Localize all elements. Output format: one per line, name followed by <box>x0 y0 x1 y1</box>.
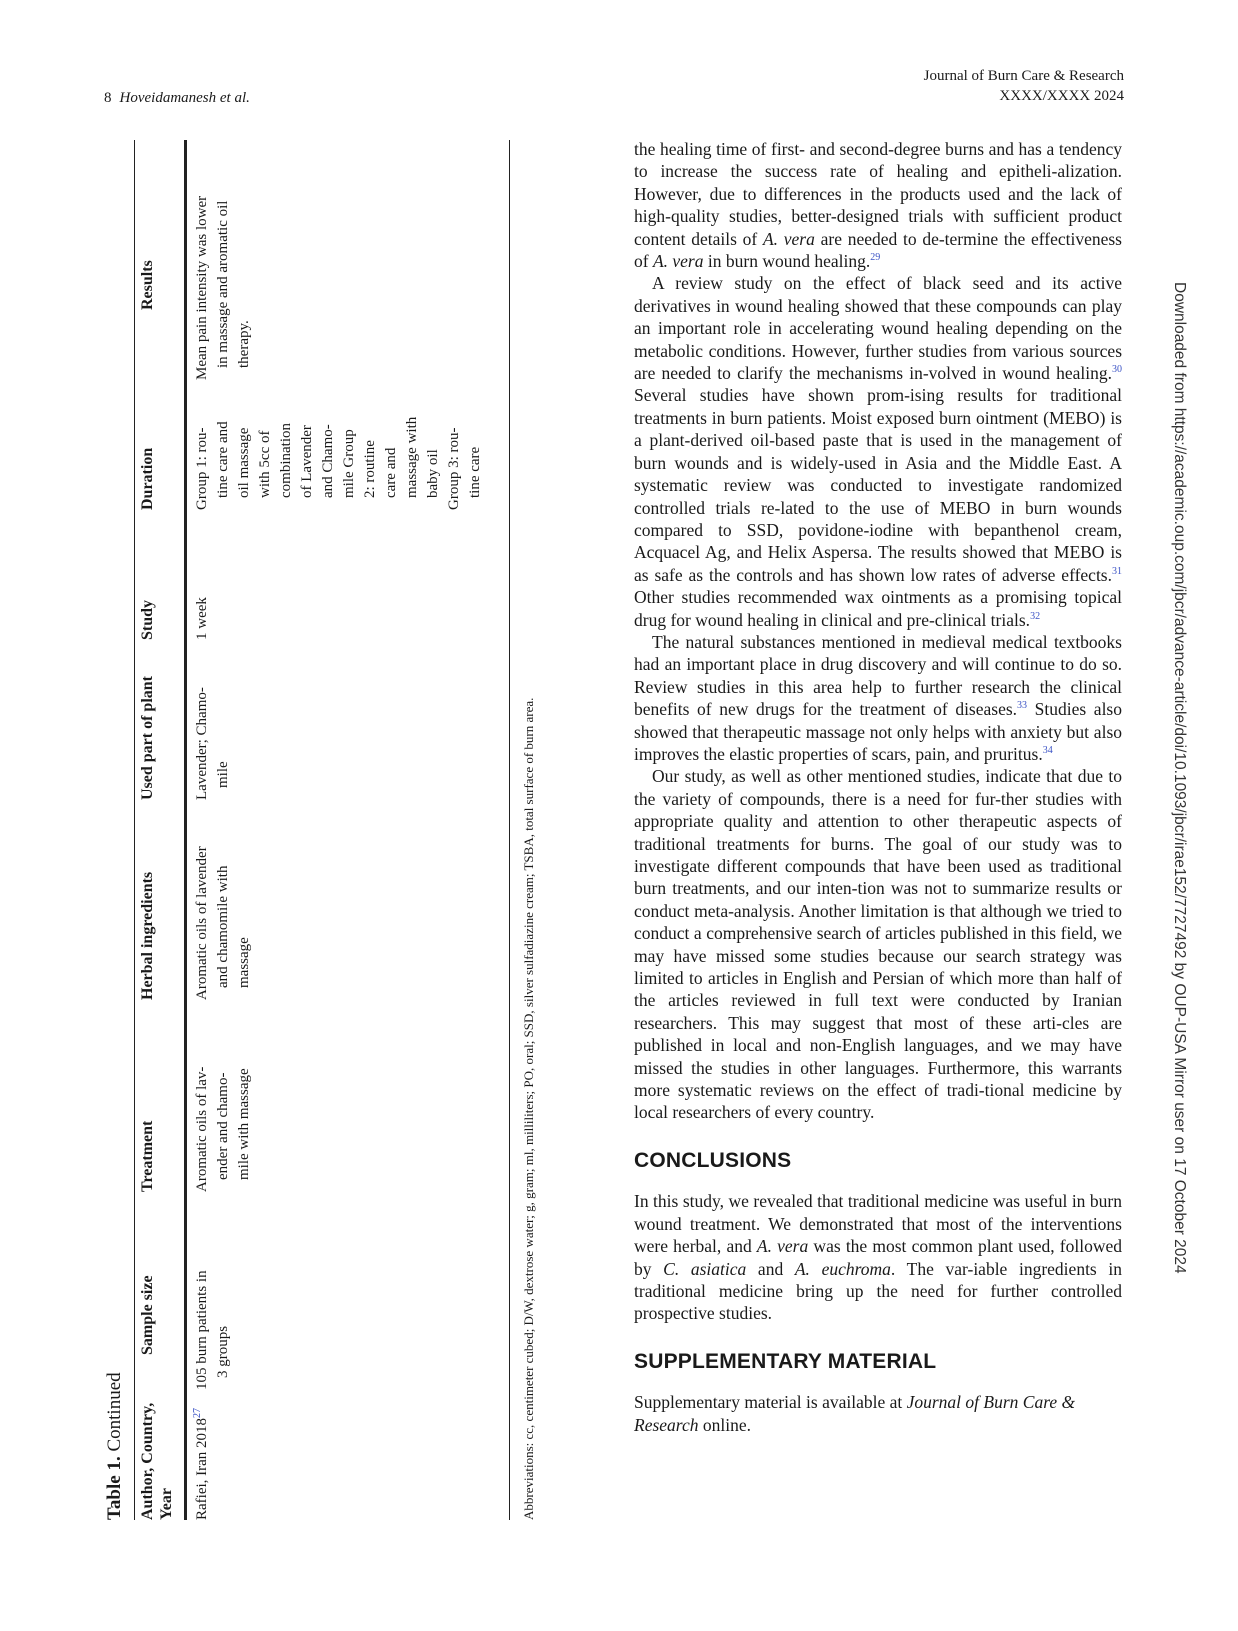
cell-study: 1 week <box>194 597 210 640</box>
journal-volume: XXXX/XXXX 2024 <box>999 88 1124 104</box>
running-header-left <box>104 88 250 108</box>
table-title-text: Continued <box>104 1372 125 1452</box>
cell-duration: Group 1: rou- tine care and oil massage with 5cc of combination of Lavender and Chamo- mile Group 2: routine care and massage with baby oil Group 3: rou- tine care <box>194 416 483 510</box>
page-number: 8 <box>104 90 112 106</box>
running-header-right <box>924 66 1124 106</box>
paragraph-4: Our study, as well as other mentioned studies, indicate that due to the variety of compounds, there is a need for fur-ther studies with appropriate quality and attention to other therapeutic aspects of traditional treatments for burns. The goal of our study was to investigate different compounds that have been used as traditional burn treatments, and our inten-tion was not to summarize results or conduct meta-analysis. Another limitation is that although we tried to conduct a comprehensive search of articles published in this field, we may have missed some studies because our search strategy was limited to articles in English and Persian of which more than half of the articles reviewed in full text were conducted by Iranian researchers. This may suggest that most of these arti-cles are published in local and non-English languages, and we may have missed the studies in other languages. Furthermore, this warrants more systematic reviews on the effect of tradi-tional medicine by local researchers of every country. <box>634 766 1122 1123</box>
body-column <box>634 138 1122 1436</box>
ref-31[interactable]: 31 <box>1112 565 1122 577</box>
col-header-sample-size: Sample size <box>139 1275 156 1355</box>
col-header-results: Results <box>139 260 156 310</box>
cell-author: Rafiei, Iran 2018$^{27}$ <box>192 1407 210 1520</box>
paragraph-2: A review study on the effect of black seed and its active derivatives in wound healing showed that these compounds can play an important role in accelerating wound healing depending on the metabolic conditions. However, further studies from various sources are needed to clarify the mechanisms in-volved in wound healing.$^{30}$ Several studies have shown prom-ising results for traditional treatments in burn patients. Moist exposed burn ointment (MEBO) is a plant-derived oil-based paste that is used in the management of burn wounds and is widely-used in Asia and the Middle East. A systematic review was conducted to investigate randomized controlled trials re-lated to the use of MEBO in burn wounds compared to SSD, povidone-iodine with bepanthenol cream, Acquacel Ag, and Helix Aspersa. The results showed that MEBO is as safe as the controls and has shown low rates of adverse effects.$^{31}$ Other studies recommended wax ointments as a promising topical drug for wound healing in clinical and pre-clinical trials.$^{32}$ <box>634 273 1122 630</box>
col-header-herbal-ingredients: Herbal ingredients <box>139 871 156 1000</box>
cell-sample-size: 105 burn patients in 3 groups <box>194 1270 231 1390</box>
cell-results: Mean pain intensity was lower in massage and aromatic oil therapy. <box>194 195 252 380</box>
ref-29[interactable]: 29 <box>870 252 881 264</box>
conclusions-paragraph: In this study, we revealed that traditional medicine was useful in burn wound treatment. We demonstrated that most of the interventions were herbal, and A. vera was the most common plant used, followed by C. asiatica and A. euchroma. The var-iable ingredients in traditional medicine bring up the need for further controlled prospective studies. <box>634 1191 1123 1324</box>
ref-32[interactable]: 32 <box>1030 610 1041 622</box>
cell-treatment: Aromatic oils of lav- ender and chamo- mile with massage <box>194 1066 252 1192</box>
ref-30[interactable]: 30 <box>1112 364 1122 376</box>
supplementary-heading: SUPPLEMENTARY MATERIAL <box>634 1349 937 1373</box>
paragraph-1: the healing time of first- and second-degree burns and has a tendency to increase the success rate of healing and epitheli-alization. However, due to differences in the products used and the lack of high-quality studies, better-designed trials with sufficient product content details of A. vera are needed to de-termine the effectiveness of A. vera in burn wound healing.$^{29}$ <box>634 139 1122 272</box>
running-authors: Hoveidamanesh et al. <box>119 90 250 106</box>
supplementary-paragraph: Supplementary material is available at Journal of Burn Care & Research online. <box>634 1392 1076 1435</box>
paragraph-3: The natural substances mentioned in medieval medical textbooks had an important place in drug discovery and will continue to do so. Review studies in this area help to further research the clinical benefits of new drugs for the treatment of diseases.$^{33}$ Studies also showed that therapeutic massage not only helps with anxiety but also improves the elastic properties of scars, pain, and pruritus.$^{34}$ <box>634 631 1122 764</box>
table-label: Table 1. <box>104 1456 125 1520</box>
table-rule-bottom <box>509 140 510 1520</box>
table-1-rotated <box>96 140 556 1520</box>
col-header-study: Study <box>139 599 156 640</box>
journal-name: Journal of Burn Care & Research <box>923 68 1124 84</box>
col-header-treatment: Treatment <box>139 1120 156 1192</box>
conclusions-heading: CONCLUSIONS <box>634 1148 792 1172</box>
cell-herbal-ingredients: Aromatic oils of lavender and chamomile with massage <box>194 846 252 1000</box>
col-header-author: Author, Country, Year <box>139 1402 175 1520</box>
ref-34[interactable]: 34 <box>1042 745 1053 757</box>
table-abbreviations: Abbreviations: cc, centimeter cubed; D/W, dextrose water; g, gram; ml, milliliters; PO, oral; SSD, silver sulfadiazine cream; TSBA, total surface of burn area. <box>521 697 536 1520</box>
col-header-duration: Duration <box>139 447 156 510</box>
cell-used-part: Lavender; Chamo- mile <box>194 687 231 800</box>
download-watermark: Downloaded from https://academic.oup.com/jbcr/advance-article/doi/10.1093/jbcr/irae152/7727492 by OUP-USA Mirror user on 17 October 2024 <box>1171 282 1188 1274</box>
ref-33[interactable]: 33 <box>1017 700 1028 712</box>
table-rule-top <box>134 140 135 1520</box>
table-rule-mid <box>184 140 187 1520</box>
ref-27[interactable]: 27 <box>192 1407 203 1418</box>
col-header-used-part: Used part of plant <box>139 675 156 800</box>
table-title <box>104 1372 126 1520</box>
